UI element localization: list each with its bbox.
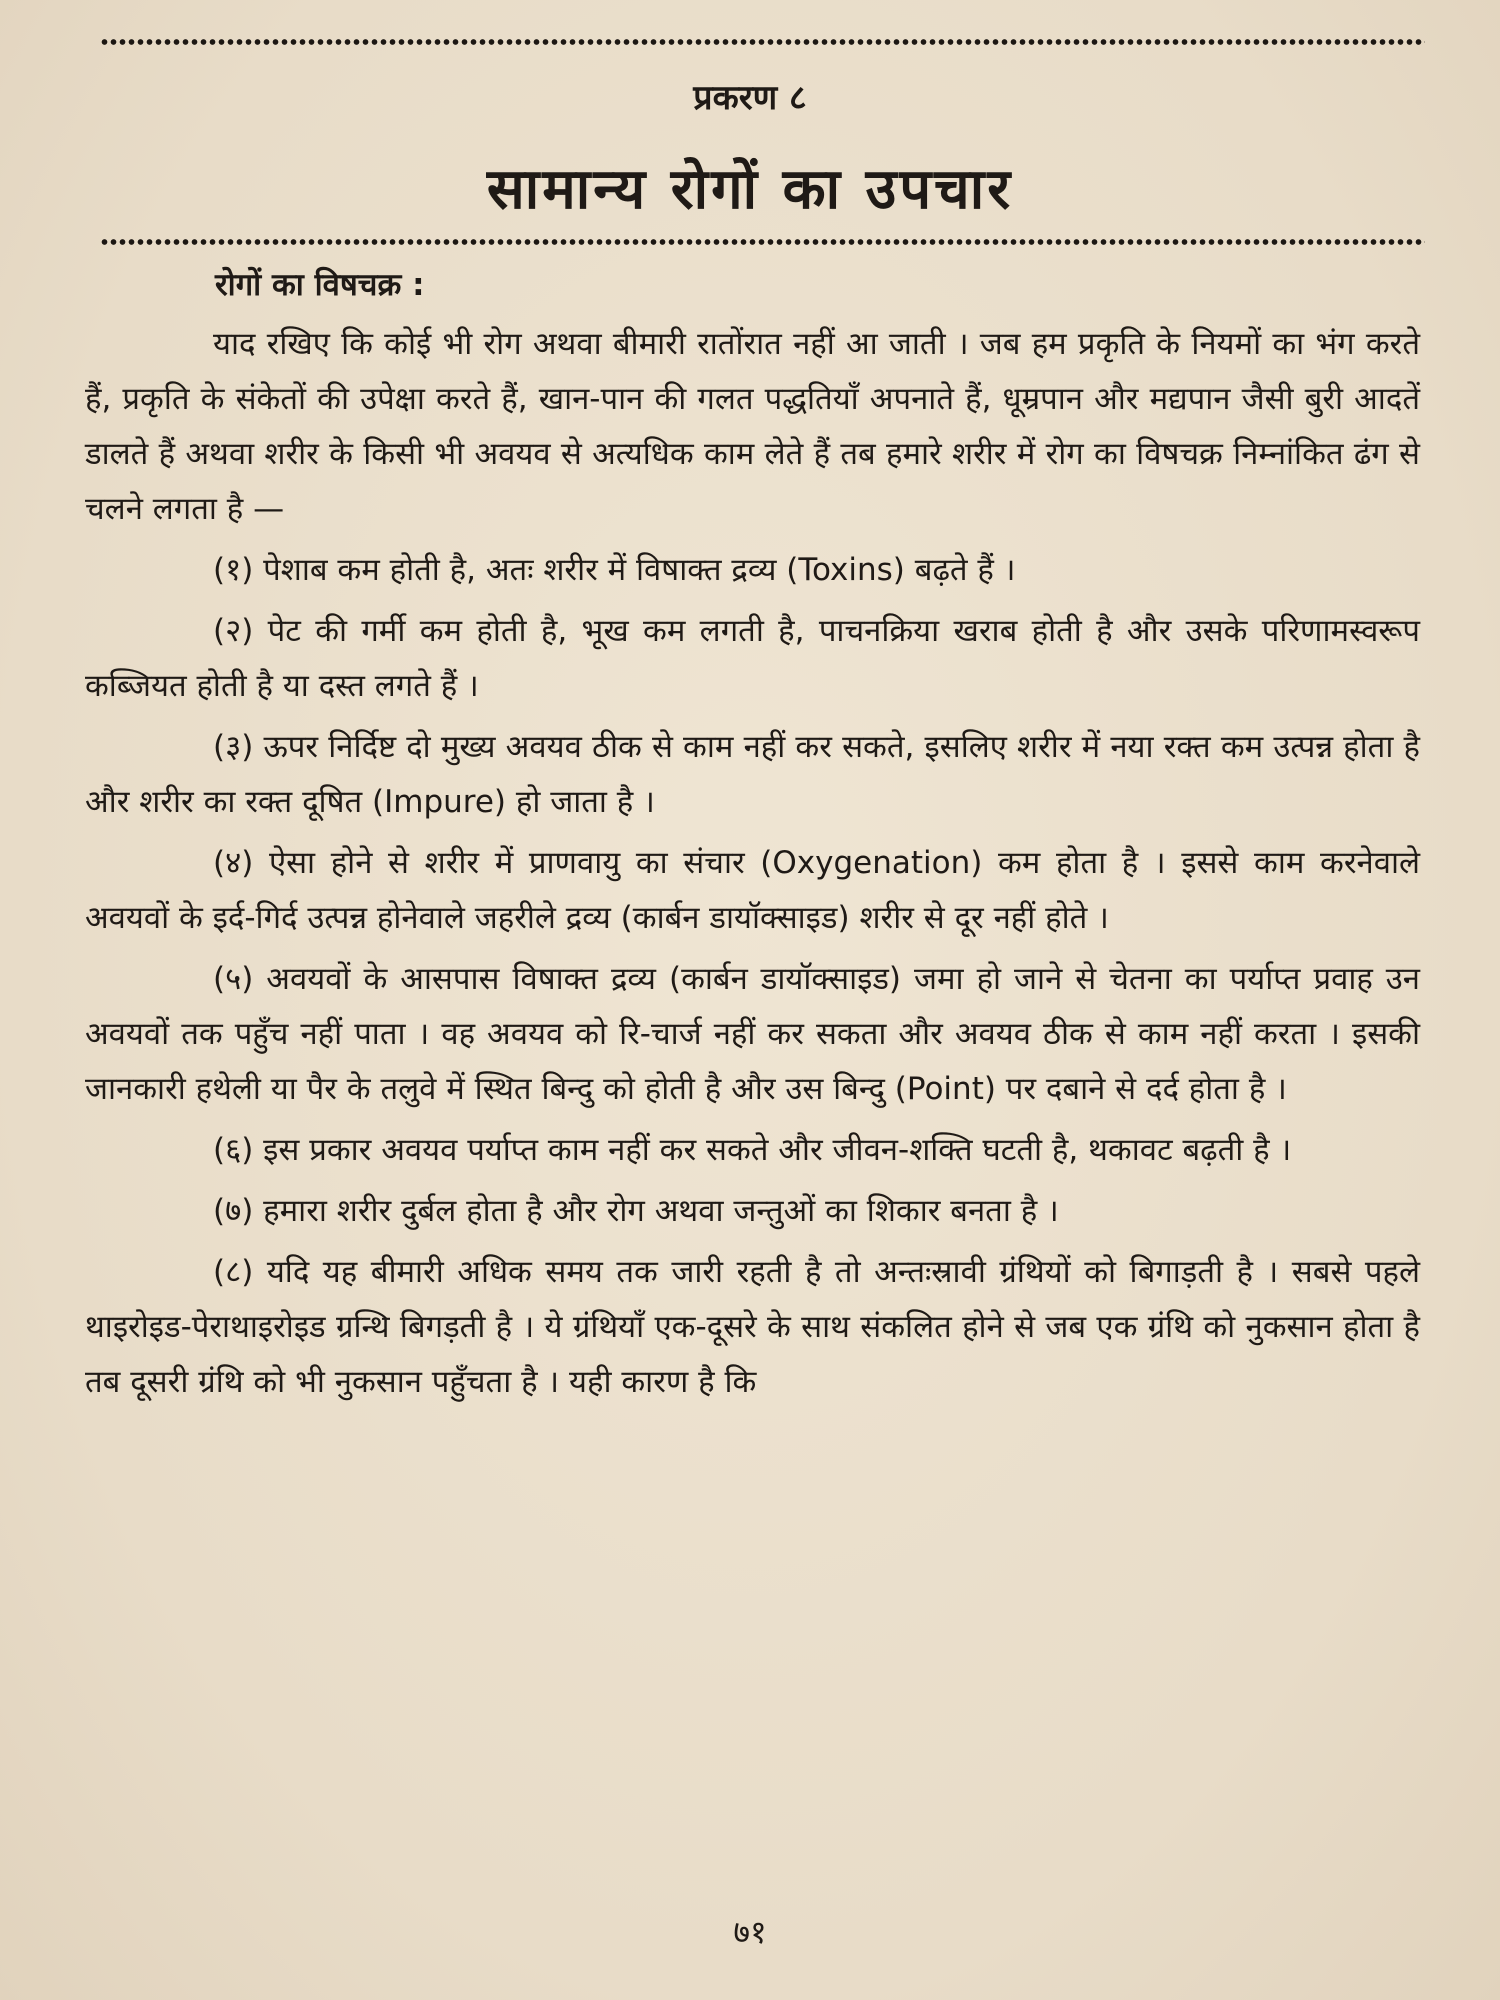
intro-paragraph: याद रखिए कि कोई भी रोग अथवा बीमारी रातोंरात नहीं आ जाती । जब हम प्रकृति के नियमों का भंग करते हैं, प्रकृति के संकेतों की उपेक्षा करते हैं, खान-पान की गलत पद्धतियाँ अपनाते हैं, धूम्रपान और मद्यपान जैसी बुरी आदतें डालते हैं अथवा शरीर के किसी भी अवयव से अत्यधिक काम लेते हैं तब हमारे शरीर में रोग का विषचक्र निम्नांकित ढंग से चलने लगता है —	[85, 326, 1420, 527]
title-dotted-rule	[100, 238, 1425, 246]
point-6: (६) इस प्रकार अवयव पर्याप्त काम नहीं कर सकते और जीवन-शक्ति घटती है, थकावट बढ़ती है ।	[213, 1132, 1292, 1168]
page-number: ७१	[733, 1913, 767, 1951]
point-1: (१) पेशाब कम होती है, अतः शरीर में विषाक्त द्रव्य (Toxins) बढ़ते हैं ।	[213, 552, 1016, 588]
chapter-label: प्रकरण ८	[693, 78, 807, 118]
point-4: (४) ऐसा होने से शरीर में प्राणवायु का संचार (Oxygenation) कम होता है । इससे काम करनेवाले अवयवों के इर्द-गिर्द उत्पन्न होनेवाले जहरीले द्रव्य (कार्बन डायॉक्साइड) शरीर से दूर नहीं होते ।	[85, 845, 1420, 936]
point-2: (२) पेट की गर्मी कम होती है, भूख कम लगती है, पाचनक्रिया खराब होती है और उसके परिणामस्वरूप कब्जियत होती है या दस्त लगते हैं ।	[85, 613, 1420, 704]
top-dotted-rule	[100, 38, 1425, 46]
point-5: (५) अवयवों के आसपास विषाक्त द्रव्य (कार्बन डायॉक्साइड) जमा हो जाने से चेतना का पर्याप्त प्रवाह उन अवयवों तक पहुँच नहीं पाता । वह अवयव को रि-चार्ज नहीं कर सकता और अवयव ठीक से काम नहीं करता । इसकी जानकारी हथेली या पैर के तलुवे में स्थित बिन्दु को होती है और उस बिन्दु (Point) पर दबाने से दर्द होता है ।	[85, 961, 1420, 1107]
section-subheading: रोगों का विषचक्र :	[215, 267, 425, 303]
chapter-title: सामान्य रोगों का उपचार	[486, 157, 1014, 222]
point-8: (८) यदि यह बीमारी अधिक समय तक जारी रहती है तो अन्तःस्रावी ग्रंथियों को बिगाड़ती है । सबसे पहले थाइरोइड-पेराथाइरोइड ग्रन्थि बिगड़ती है । ये ग्रंथियाँ एक-दूसरे के साथ संकलित होने से जब एक ग्रंथि को नुकसान होता है तब दूसरी ग्रंथि को भी नुकसान पहुँचता है । यही कारण है कि	[85, 1254, 1420, 1400]
point-3: (३) ऊपर निर्दिष्ट दो मुख्य अवयव ठीक से काम नहीं कर सकते, इसलिए शरीर में नया रक्त कम उत्पन्न होता है और शरीर का रक्त दूषित (Impure) हो जाता है ।	[85, 729, 1420, 820]
point-7: (७) हमारा शरीर दुर्बल होता है और रोग अथवा जन्तुओं का शिकार बनता है ।	[213, 1193, 1059, 1229]
body-text	[85, 258, 1420, 1410]
